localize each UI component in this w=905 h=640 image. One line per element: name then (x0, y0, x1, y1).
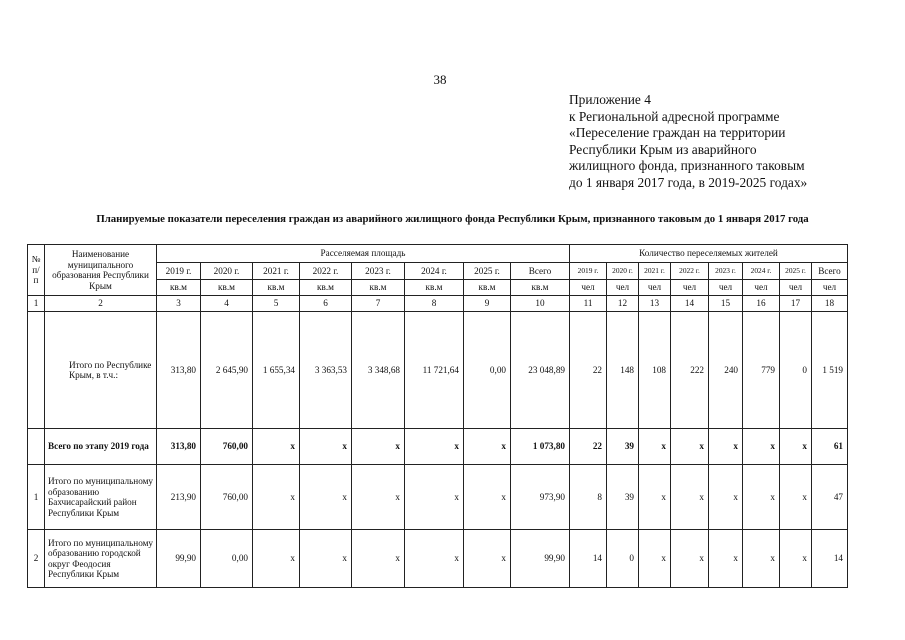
people-value: 148 (607, 312, 639, 429)
area-value: 213,90 (157, 465, 201, 530)
table-row (28, 312, 848, 429)
people-value: 0 (607, 530, 639, 588)
appendix-line: Республики Крым из аварийного (569, 141, 757, 157)
people-value: 1 519 (812, 312, 848, 429)
year-header: 2021 г. (639, 263, 671, 280)
people-value: 14 (812, 530, 848, 588)
area-value: x (405, 465, 464, 530)
row-number: 2 (28, 530, 45, 588)
unit-cell: кв.м (464, 280, 511, 296)
area-value: x (300, 530, 352, 588)
table-row (28, 429, 848, 465)
column-number: 13 (639, 296, 671, 312)
page-number: 38 (433, 72, 447, 87)
area-value: 23 048,89 (511, 312, 570, 429)
year-header: 2024 г. (743, 263, 780, 280)
area-value: 3 363,53 (300, 312, 352, 429)
resettlement-table (27, 244, 848, 588)
area-value: 11 721,64 (405, 312, 464, 429)
people-value: x (639, 465, 671, 530)
column-number: 5 (253, 296, 300, 312)
column-number: 17 (780, 296, 812, 312)
area-value: 760,00 (201, 429, 253, 465)
year-header: 2021 г. (253, 263, 300, 280)
unit-cell: кв.м (511, 280, 570, 296)
column-numbers-row (28, 296, 848, 312)
row-name: Всего по этапу 2019 года (45, 429, 157, 465)
unit-cell: чел (743, 280, 780, 296)
appendix-line: «Переселение граждан на территории (569, 125, 786, 140)
unit-cell: кв.м (405, 280, 464, 296)
header-area: Расселяемая площадь (157, 245, 570, 263)
unit-cell: чел (639, 280, 671, 296)
unit-cell: чел (671, 280, 709, 296)
people-value: 222 (671, 312, 709, 429)
row-number (28, 429, 45, 465)
people-value: x (671, 429, 709, 465)
people-value: 779 (743, 312, 780, 429)
year-header: 2023 г. (709, 263, 743, 280)
year-header: 2025 г. (464, 263, 511, 280)
year-header: Всего (812, 263, 848, 280)
people-value: 22 (570, 429, 607, 465)
area-value: 760,00 (201, 465, 253, 530)
header-name: Наименование муниципального образования Республики Крым (45, 245, 157, 296)
area-value: x (253, 465, 300, 530)
table-row (28, 530, 848, 588)
people-value: x (639, 429, 671, 465)
column-number: 10 (511, 296, 570, 312)
people-value: x (743, 530, 780, 588)
people-value: 0 (780, 312, 812, 429)
area-value: x (405, 530, 464, 588)
unit-cell: кв.м (300, 280, 352, 296)
year-header: Всего (511, 263, 570, 280)
people-value: x (671, 530, 709, 588)
unit-cell: чел (709, 280, 743, 296)
people-value: x (709, 429, 743, 465)
area-value: 973,90 (511, 465, 570, 530)
column-number: 7 (352, 296, 405, 312)
people-value: x (671, 465, 709, 530)
row-name: Итого по муниципальному образованию городской округ Феодосия Республики Крым (45, 530, 157, 588)
header-people: Количество переселяемых жителей (570, 245, 848, 263)
people-value: 8 (570, 465, 607, 530)
appendix-line: к Региональной адресной программе (569, 108, 780, 124)
year-header: 2020 г. (201, 263, 253, 280)
people-value: x (743, 429, 780, 465)
column-number: 11 (570, 296, 607, 312)
people-value: 47 (812, 465, 848, 530)
people-value: x (639, 530, 671, 588)
column-number: 4 (201, 296, 253, 312)
area-value: x (352, 465, 405, 530)
people-value: 39 (607, 465, 639, 530)
row-name: Итого по Республике Крым, в т.ч.: (45, 312, 157, 429)
area-value: x (352, 429, 405, 465)
people-value: 14 (570, 530, 607, 588)
people-value: x (709, 530, 743, 588)
column-number: 15 (709, 296, 743, 312)
appendix-line: до 1 января 2017 года, в 2019-2025 годах» (569, 174, 808, 190)
area-value: 0,00 (201, 530, 253, 588)
people-value: 240 (709, 312, 743, 429)
area-value: x (352, 530, 405, 588)
area-value: 0,00 (464, 312, 511, 429)
area-value: x (464, 429, 511, 465)
column-number: 8 (405, 296, 464, 312)
area-value: x (405, 429, 464, 465)
area-value: 3 348,68 (352, 312, 405, 429)
year-header: 2019 г. (157, 263, 201, 280)
year-header: 2025 г. (780, 263, 812, 280)
appendix-line: жилищного фонда, признанного таковым (569, 158, 805, 173)
area-value: x (253, 530, 300, 588)
people-value: 22 (570, 312, 607, 429)
area-value: x (300, 429, 352, 465)
area-value: 99,90 (511, 530, 570, 588)
people-value: x (743, 465, 780, 530)
column-number: 2 (45, 296, 157, 312)
column-number: 3 (157, 296, 201, 312)
year-header: 2024 г. (405, 263, 464, 280)
column-number: 16 (743, 296, 780, 312)
unit-cell: чел (607, 280, 639, 296)
year-header: 2019 г. (570, 263, 607, 280)
unit-cell: чел (570, 280, 607, 296)
area-value: x (464, 465, 511, 530)
row-number (28, 312, 45, 429)
header-num: № п/п (28, 245, 45, 296)
unit-cell: кв.м (352, 280, 405, 296)
column-number: 14 (671, 296, 709, 312)
unit-cell: кв.м (253, 280, 300, 296)
row-number: 1 (28, 465, 45, 530)
people-value: 61 (812, 429, 848, 465)
people-value: x (709, 465, 743, 530)
year-header: 2023 г. (352, 263, 405, 280)
appendix-line: Приложение 4 (569, 92, 651, 107)
area-value: 1 655,34 (253, 312, 300, 429)
table-body (28, 312, 848, 588)
people-value: 108 (639, 312, 671, 429)
area-value: 313,80 (157, 312, 201, 429)
table-row (28, 465, 848, 530)
area-value: 2 645,90 (201, 312, 253, 429)
area-value: x (253, 429, 300, 465)
area-value: 313,80 (157, 429, 201, 465)
area-value: x (464, 530, 511, 588)
unit-cell: чел (780, 280, 812, 296)
year-header: 2022 г. (671, 263, 709, 280)
unit-cell: чел (812, 280, 848, 296)
area-value: 1 073,80 (511, 429, 570, 465)
unit-cell: кв.м (157, 280, 201, 296)
year-header: 2022 г. (300, 263, 352, 280)
column-number: 6 (300, 296, 352, 312)
people-value: x (780, 530, 812, 588)
unit-cell: кв.м (201, 280, 253, 296)
people-value: x (780, 429, 812, 465)
area-value: x (300, 465, 352, 530)
document-title: Планируемые показатели переселения граждан из аварийного жилищного фонда Республики Крым, признанного таковым до 1 января 2017 года (96, 213, 809, 225)
column-number: 9 (464, 296, 511, 312)
people-value: 39 (607, 429, 639, 465)
column-number: 18 (812, 296, 848, 312)
people-value: x (780, 465, 812, 530)
appendix-header (569, 92, 899, 191)
year-header: 2020 г. (607, 263, 639, 280)
column-number: 12 (607, 296, 639, 312)
area-value: 99,90 (157, 530, 201, 588)
column-number: 1 (28, 296, 45, 312)
row-name: Итого по муниципальному образованию Бахчисарайский район Республики Крым (45, 465, 157, 530)
